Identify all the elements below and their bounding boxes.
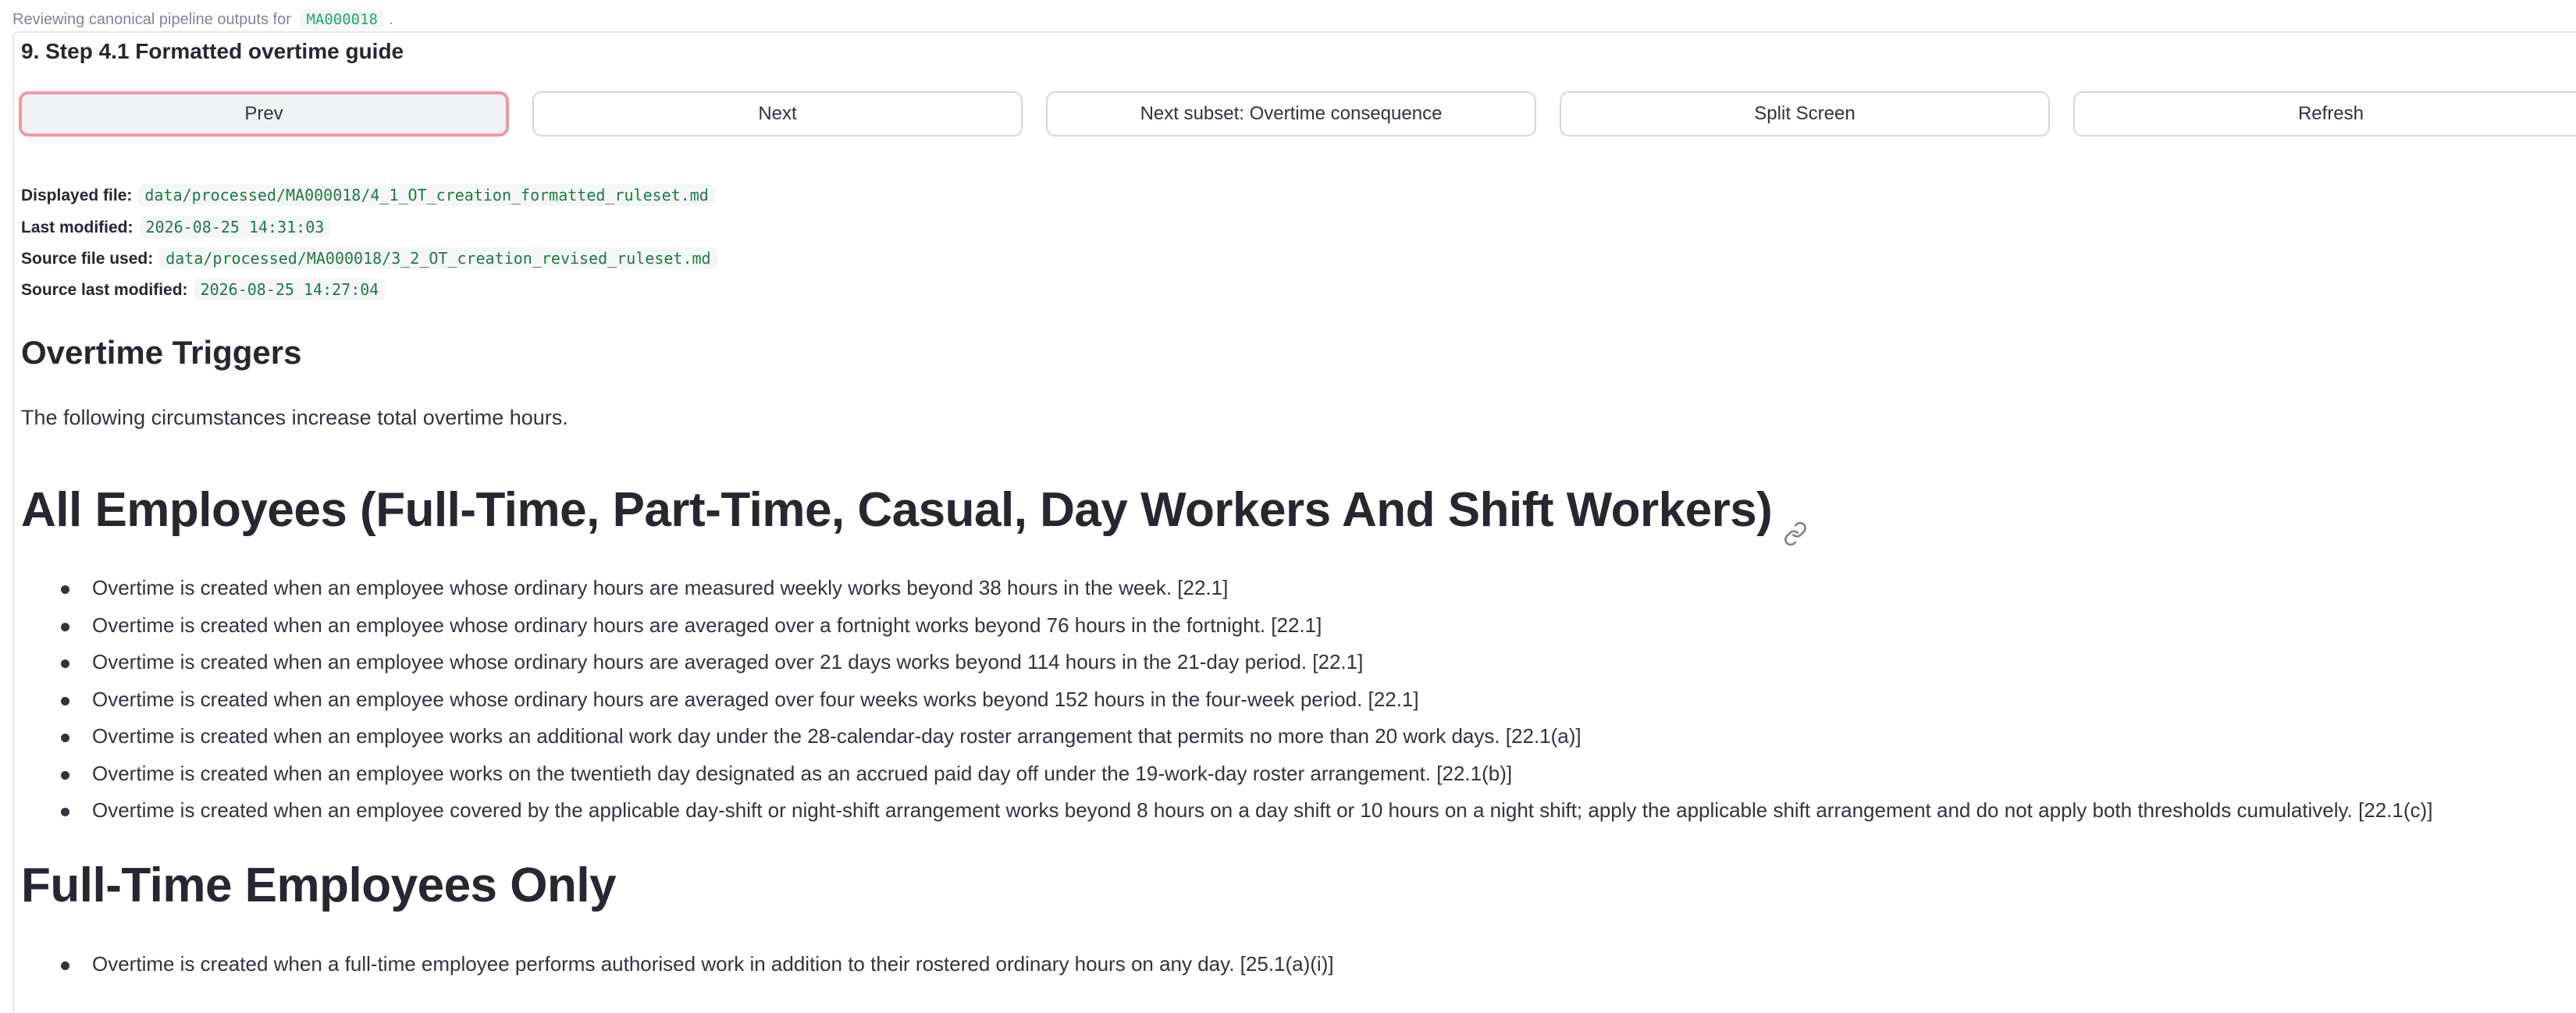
source-file-path: data/processed/MA000018/3_2_OT_creation_revised_ruleset.md <box>159 247 717 269</box>
page-caption <box>12 11 393 29</box>
section-title: Overtime Triggers <box>21 334 302 371</box>
full-time-trigger-list <box>44 946 1334 983</box>
caption-prefix: Reviewing canonical pipeline outputs for <box>12 11 291 28</box>
prev-button[interactable]: Prev <box>19 91 509 137</box>
displayed-file-label: Displayed file: <box>21 187 133 204</box>
list-item: Overtime is created when an employee works on the twentieth day designated as an accrued paid day off under the 19-work-day roster arrangement. [22.1(b)] <box>44 755 2432 793</box>
caption-suffix: . <box>388 11 393 28</box>
all-employees-trigger-list <box>44 570 2432 830</box>
group-heading-full-time: Full-Time Employees Only <box>21 858 617 912</box>
split-screen-button[interactable]: Split Screen <box>1560 91 2050 137</box>
list-item: Overtime is created when a full-time employee performs authorised work in addition to their rostered ordinary hours on any day. [25.1(a)(i)] <box>44 946 1334 983</box>
list-item: Overtime is created when an employee covered by the applicable day-shift or night-shift arrangement works beyond 8 hours on a day shift or 10 hours on a night shift; apply the applicable shift arrangement and do not apply both thresholds cumulatively. [22.1(c)] <box>44 792 2432 830</box>
source-last-modified-label: Source last modified: <box>21 281 188 299</box>
list-item: Overtime is created when an employee whose ordinary hours are measured weekly works beyond 38 hours in the week. [22.1] <box>44 570 2432 607</box>
list-item: Overtime is created when an employee works an additional work day under the 28-calendar-day roster arrangement that permits no more than 20 work days. [22.1(a)] <box>44 718 2432 755</box>
next-subset-button[interactable]: Next subset: Overtime consequence <box>1046 91 1536 137</box>
record-id-code: MA000018 <box>300 9 384 30</box>
source-last-modified-value: 2026-08-25 14:27:04 <box>194 279 386 300</box>
next-button[interactable]: Next <box>532 91 1023 137</box>
section-intro: The following circumstances increase total overtime hours. <box>21 406 568 429</box>
displayed-file-path: data/processed/MA000018/4_1_OT_creation_formatted_ruleset.md <box>138 184 714 206</box>
list-item: Overtime is created when an employee whose ordinary hours are averaged over four weeks works beyond 152 hours in the four-week period. [22.1] <box>44 681 2432 719</box>
last-modified-label: Last modified: <box>21 219 133 236</box>
list-item: Overtime is created when an employee whose ordinary hours are averaged over 21 days works beyond 114 hours in the 21-day period. [22.1] <box>44 644 2432 681</box>
refresh-button[interactable]: Refresh <box>2073 91 2576 137</box>
source-file-label: Source file used: <box>21 250 154 268</box>
source-file-row <box>21 249 717 268</box>
group-heading-all-employees-text: All Employees (Full-Time, Part-Time, Casual, Day Workers And Shift Workers) <box>21 483 1773 537</box>
link-icon[interactable] <box>1783 503 1808 528</box>
step-title: 9. Step 4.1 Formatted overtime guide <box>21 39 404 63</box>
source-last-modified-row <box>21 280 385 300</box>
last-modified-value: 2026-08-25 14:31:03 <box>140 216 331 238</box>
last-modified-row <box>21 218 330 237</box>
list-item: Overtime is created when an employee whose ordinary hours are averaged over a fortnight works beyond 76 hours in the fortnight. [22.1] <box>44 607 2432 645</box>
group-heading-all-employees <box>21 482 1808 538</box>
displayed-file-row <box>21 186 715 205</box>
